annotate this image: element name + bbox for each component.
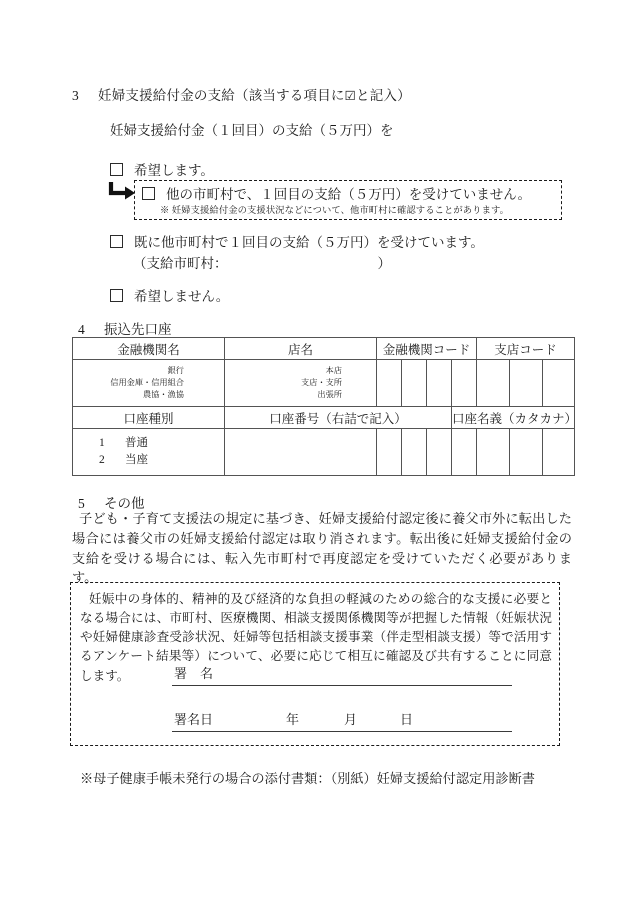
header-account-holder: 口座名義（カタカナ） [452,407,575,429]
header-account-number: 口座番号（右詰で記入） [225,407,452,429]
header-institution-code: 金融機関コード [377,338,477,360]
option-label-already-received: 既に他市町村で１回目の支給（５万円）を受けています。 [134,235,484,250]
consent-text: 妊娠中の身体的、精神的及び経済的な負担の軽減のための総合的な支援に必要となる場合には、市町村、医療機関、相談支援関係機関等が把握した情報（妊娠状況や妊婦健康診査受診状況、妊婦等包括相談支援事業（伴走型相談支援）等で活用するアンケート結果等）について、必要に応じて相互に確認及び共有することに同意します。 [80,592,553,683]
signature-date-label: 署名日 [174,712,214,727]
section3-title-tail: と記入） [356,88,411,103]
institution-type-list [73,365,224,401]
branch-type-list [225,365,376,401]
cell-account-type[interactable] [73,429,225,476]
signature-field[interactable] [172,661,512,686]
footer-note: ※母子健康手帳未発行の場合の添付書類：（別紙）妊婦支援給付認定用診断書 [80,771,535,786]
option-row-other-city[interactable] [142,183,531,203]
checked-box-icon: ☑ [344,88,357,103]
header-account-type: 口座種別 [73,407,225,429]
section4-heading [78,318,172,338]
option-label-other-city: 他の市町村で、１回目の支給（５万円）を受けていません。 [166,187,532,202]
section4-number: 4 [78,322,85,337]
signature-date-field[interactable] [172,707,512,732]
cell-account-number-2[interactable] [402,429,427,476]
cell-account-number-6[interactable] [510,429,543,476]
account-type-options [73,435,224,468]
paying-municipality-field[interactable] [133,252,391,272]
cell-institution-code-3[interactable] [452,360,477,407]
account-type-label-1: 当座 [125,454,148,466]
paying-municipality-label: （支給市町村： [133,256,228,271]
option-label-decline: 希望しません。 [134,289,230,304]
option-row-decline[interactable] [110,285,229,305]
cell-institution-code-1[interactable] [402,360,427,407]
cell-branch-code-1[interactable] [510,360,543,407]
table-row-headers-1 [73,338,575,360]
cell-branch-code-0[interactable] [477,360,510,407]
table-row-inputs-2 [73,429,575,476]
cell-account-number-5[interactable] [477,429,510,476]
signature-label: 署 名 [174,666,214,681]
option-label-kibou: 希望します。 [134,163,214,178]
section3-title: 妊婦支援給付金の支給（該当する項目に [98,88,345,103]
section3-number: 3 [72,88,79,103]
section4-title: 振込先口座 [104,322,172,337]
note-marker: ※ [160,206,170,216]
table-row-headers-2 [73,407,575,429]
section5-title: その他 [104,496,145,511]
account-type-option-1[interactable] [99,452,224,469]
cell-branch-name[interactable] [225,360,377,407]
account-type-num-0: 1 [99,437,105,450]
institution-type-0: 銀行 [167,366,184,376]
table-row-inputs-1 [73,360,575,407]
branch-type-0: 本店 [325,366,342,376]
month-label: 月 [344,712,358,727]
header-branch-code: 支店コード [477,338,575,360]
year-label: 年 [286,712,300,727]
note-text: 妊婦支援給付金の支援状況などについて、他市町村に確認することがあります。 [171,206,510,216]
institution-type-1: 信用金庫・信用組合 [110,378,184,388]
paying-municipality-close: ） [377,256,391,271]
section5-body: 子ども・子育て支援法の規定に基づき、妊婦支援給付認定後に養父市外に転出した場合には養父市の妊婦支援給付認定は取り消されます。転出後に妊婦支援給付金の支給を受ける場合には、転入先市町村で再度認定を受けていただく必要があります。 [72,511,572,586]
cell-account-number-0[interactable] [225,429,377,476]
option-row-kibou[interactable] [110,159,214,179]
header-branch: 店名 [225,338,377,360]
checkbox-kibou[interactable] [110,163,123,176]
account-type-option-0[interactable] [99,435,224,452]
cell-institution-name[interactable] [73,360,225,407]
option-row-already-received[interactable] [110,231,484,251]
checkbox-already-received[interactable] [110,235,123,248]
cell-institution-code-0[interactable] [377,360,402,407]
institution-type-2: 農協・漁協 [143,389,184,399]
section3-subtitle: 妊婦支援給付金（１回目）の支給（５万円）を [110,123,394,138]
cell-account-number-1[interactable] [377,429,402,476]
cell-branch-code-2[interactable] [543,360,575,407]
checkbox-decline[interactable] [110,289,123,302]
day-label: 日 [400,712,414,727]
cell-account-number-4[interactable] [452,429,477,476]
dashed-box-note [160,202,509,216]
checkbox-other-city[interactable] [142,187,155,200]
account-type-num-1: 2 [99,454,105,466]
bank-account-table [72,337,578,476]
section5-number: 5 [78,496,85,511]
account-type-label-0: 普通 [125,437,148,450]
header-institution: 金融機関名 [73,338,225,360]
cell-account-holder[interactable] [543,429,575,476]
branch-type-2: 出張所 [317,389,342,399]
branch-type-1: 支店・支所 [301,378,342,388]
cell-account-number-3[interactable] [427,429,452,476]
section3-heading [72,84,411,104]
cell-institution-code-2[interactable] [427,360,452,407]
